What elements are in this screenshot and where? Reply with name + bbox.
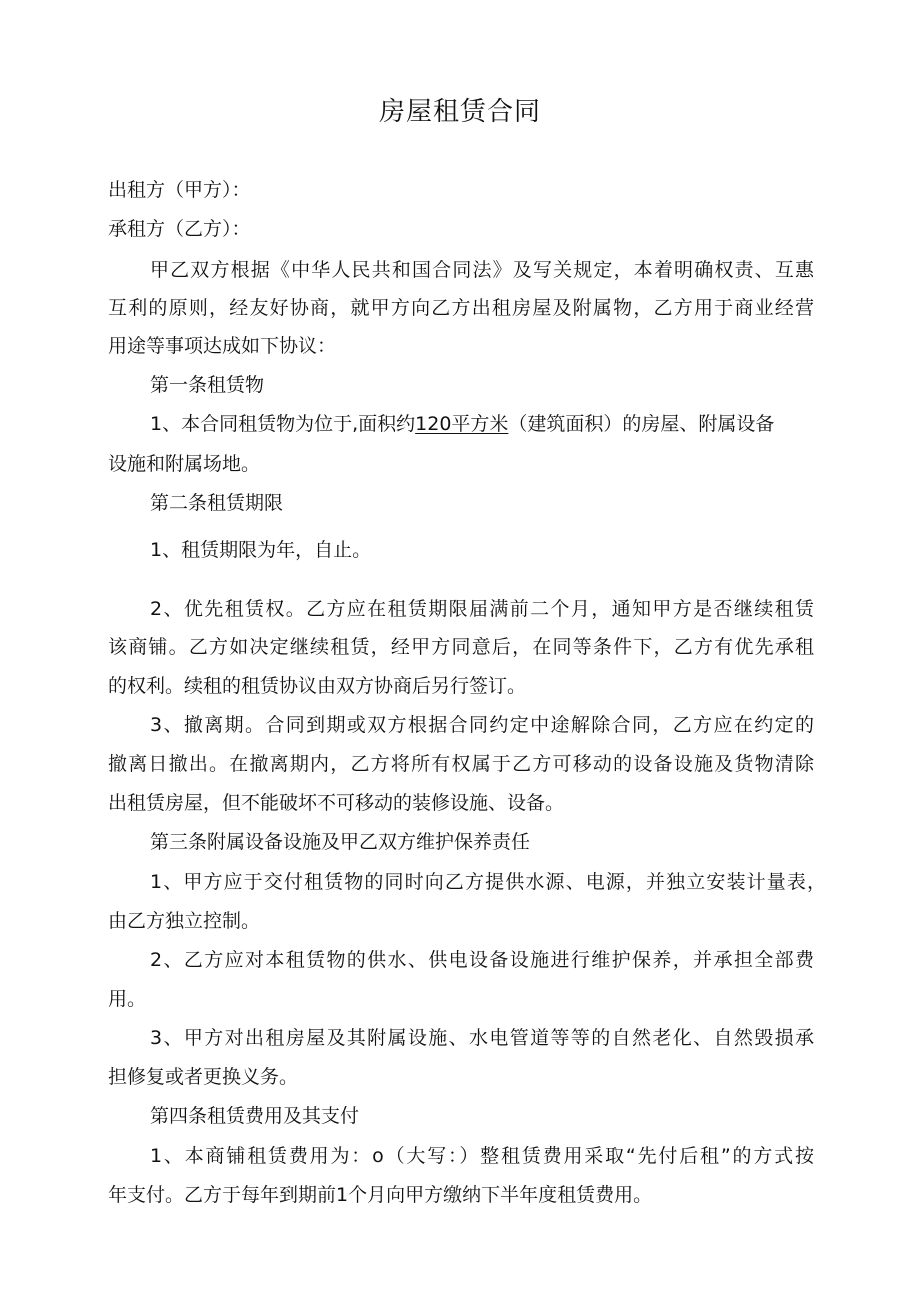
article-2-item-3-line-3: 出租赁房屋，但不能破坏不可移动的装修设施、设备。 [108, 792, 565, 814]
article-2-item-3-line-1: 3、撤离期。合同到期或双方根据合同约定中途解除合同，乙方应在约定的 [150, 714, 814, 736]
party-b-line: 承租方（乙方）： [108, 218, 251, 240]
intro-line-2: 互利的原则，经友好协商，就甲方向乙方出租房屋及附属物，乙方用于商业经营 [108, 297, 814, 319]
article-3-item-3-line-1: 3、甲方对出租房屋及其附属设施、水电管道等等的自然老化、自然毁损承 [150, 1027, 814, 1049]
article-2-heading: 第二条租赁期限 [150, 492, 284, 514]
article-3-item-3-line-2: 担修复或者更换义务。 [108, 1066, 299, 1088]
article-2-item-3-line-2: 撤离日撤出。在撤离期内，乙方将所有权属于乙方可移动的设备设施及货物清除 [108, 753, 814, 775]
article-1-item-1-pre: 1、本合同租赁物为位于,面积约 [150, 413, 416, 435]
article-4-item-1-line-2: 年支付。乙方于每年到期前1个月向甲方缴纳下半年度租赁费用。 [108, 1184, 653, 1206]
article-3-item-1-line-1: 1、甲方应于交付租赁物的同时向乙方提供水源、电源，并独立安装计量表， [150, 871, 826, 893]
intro-line-1: 甲乙双方根据《中华人民共和国合同法》及写关规定，本着明确权责、互惠 [150, 259, 814, 281]
article-4-heading: 第四条租赁费用及其支付 [150, 1105, 360, 1127]
article-2-item-1: 1、租赁期限为年，自止。 [150, 539, 372, 561]
article-3-item-1-line-2: 由乙方独立控制。 [108, 910, 261, 932]
article-3-item-2-line-2: 用。 [108, 988, 147, 1010]
article-2-item-2-line-2: 该商铺。乙方如决定继续租赁，经甲方同意后，在同等条件下，乙方有优先承租 [108, 636, 814, 658]
article-2-item-2-line-1: 2、优先租赁权。乙方应在租赁期限届满前二个月，通知甲方是否继续租赁 [150, 598, 814, 620]
article-1-item-1-post: （建筑面积）的房屋、附属设备 [508, 413, 775, 435]
article-1-item-1-line-2: 设施和附属场地。 [108, 453, 261, 475]
party-a-line: 出租方（甲方）： [108, 179, 251, 201]
intro-line-3: 用途等事项达成如下协议： [108, 335, 337, 357]
article-3-heading: 第三条附属设备设施及甲乙双方维护保养责任 [150, 831, 531, 853]
article-1-item-1 [150, 412, 814, 436]
article-3-item-2-line-1: 2、乙方应对本租赁物的供水、供电设备设施进行维护保养，并承担全部费 [150, 949, 814, 971]
area-value: 120平方米 [415, 413, 509, 435]
document-title: 房屋租赁合同 [378, 97, 541, 127]
article-1-heading: 第一条租赁物 [150, 374, 265, 396]
article-4-item-1-line-1: 1、本商铺租赁费用为：o（大写：）整租赁费用采取“先付后租”的方式按 [150, 1145, 814, 1167]
article-2-item-2-line-3: 的权利。续租的租赁协议由双方协商后另行签订。 [108, 675, 527, 697]
